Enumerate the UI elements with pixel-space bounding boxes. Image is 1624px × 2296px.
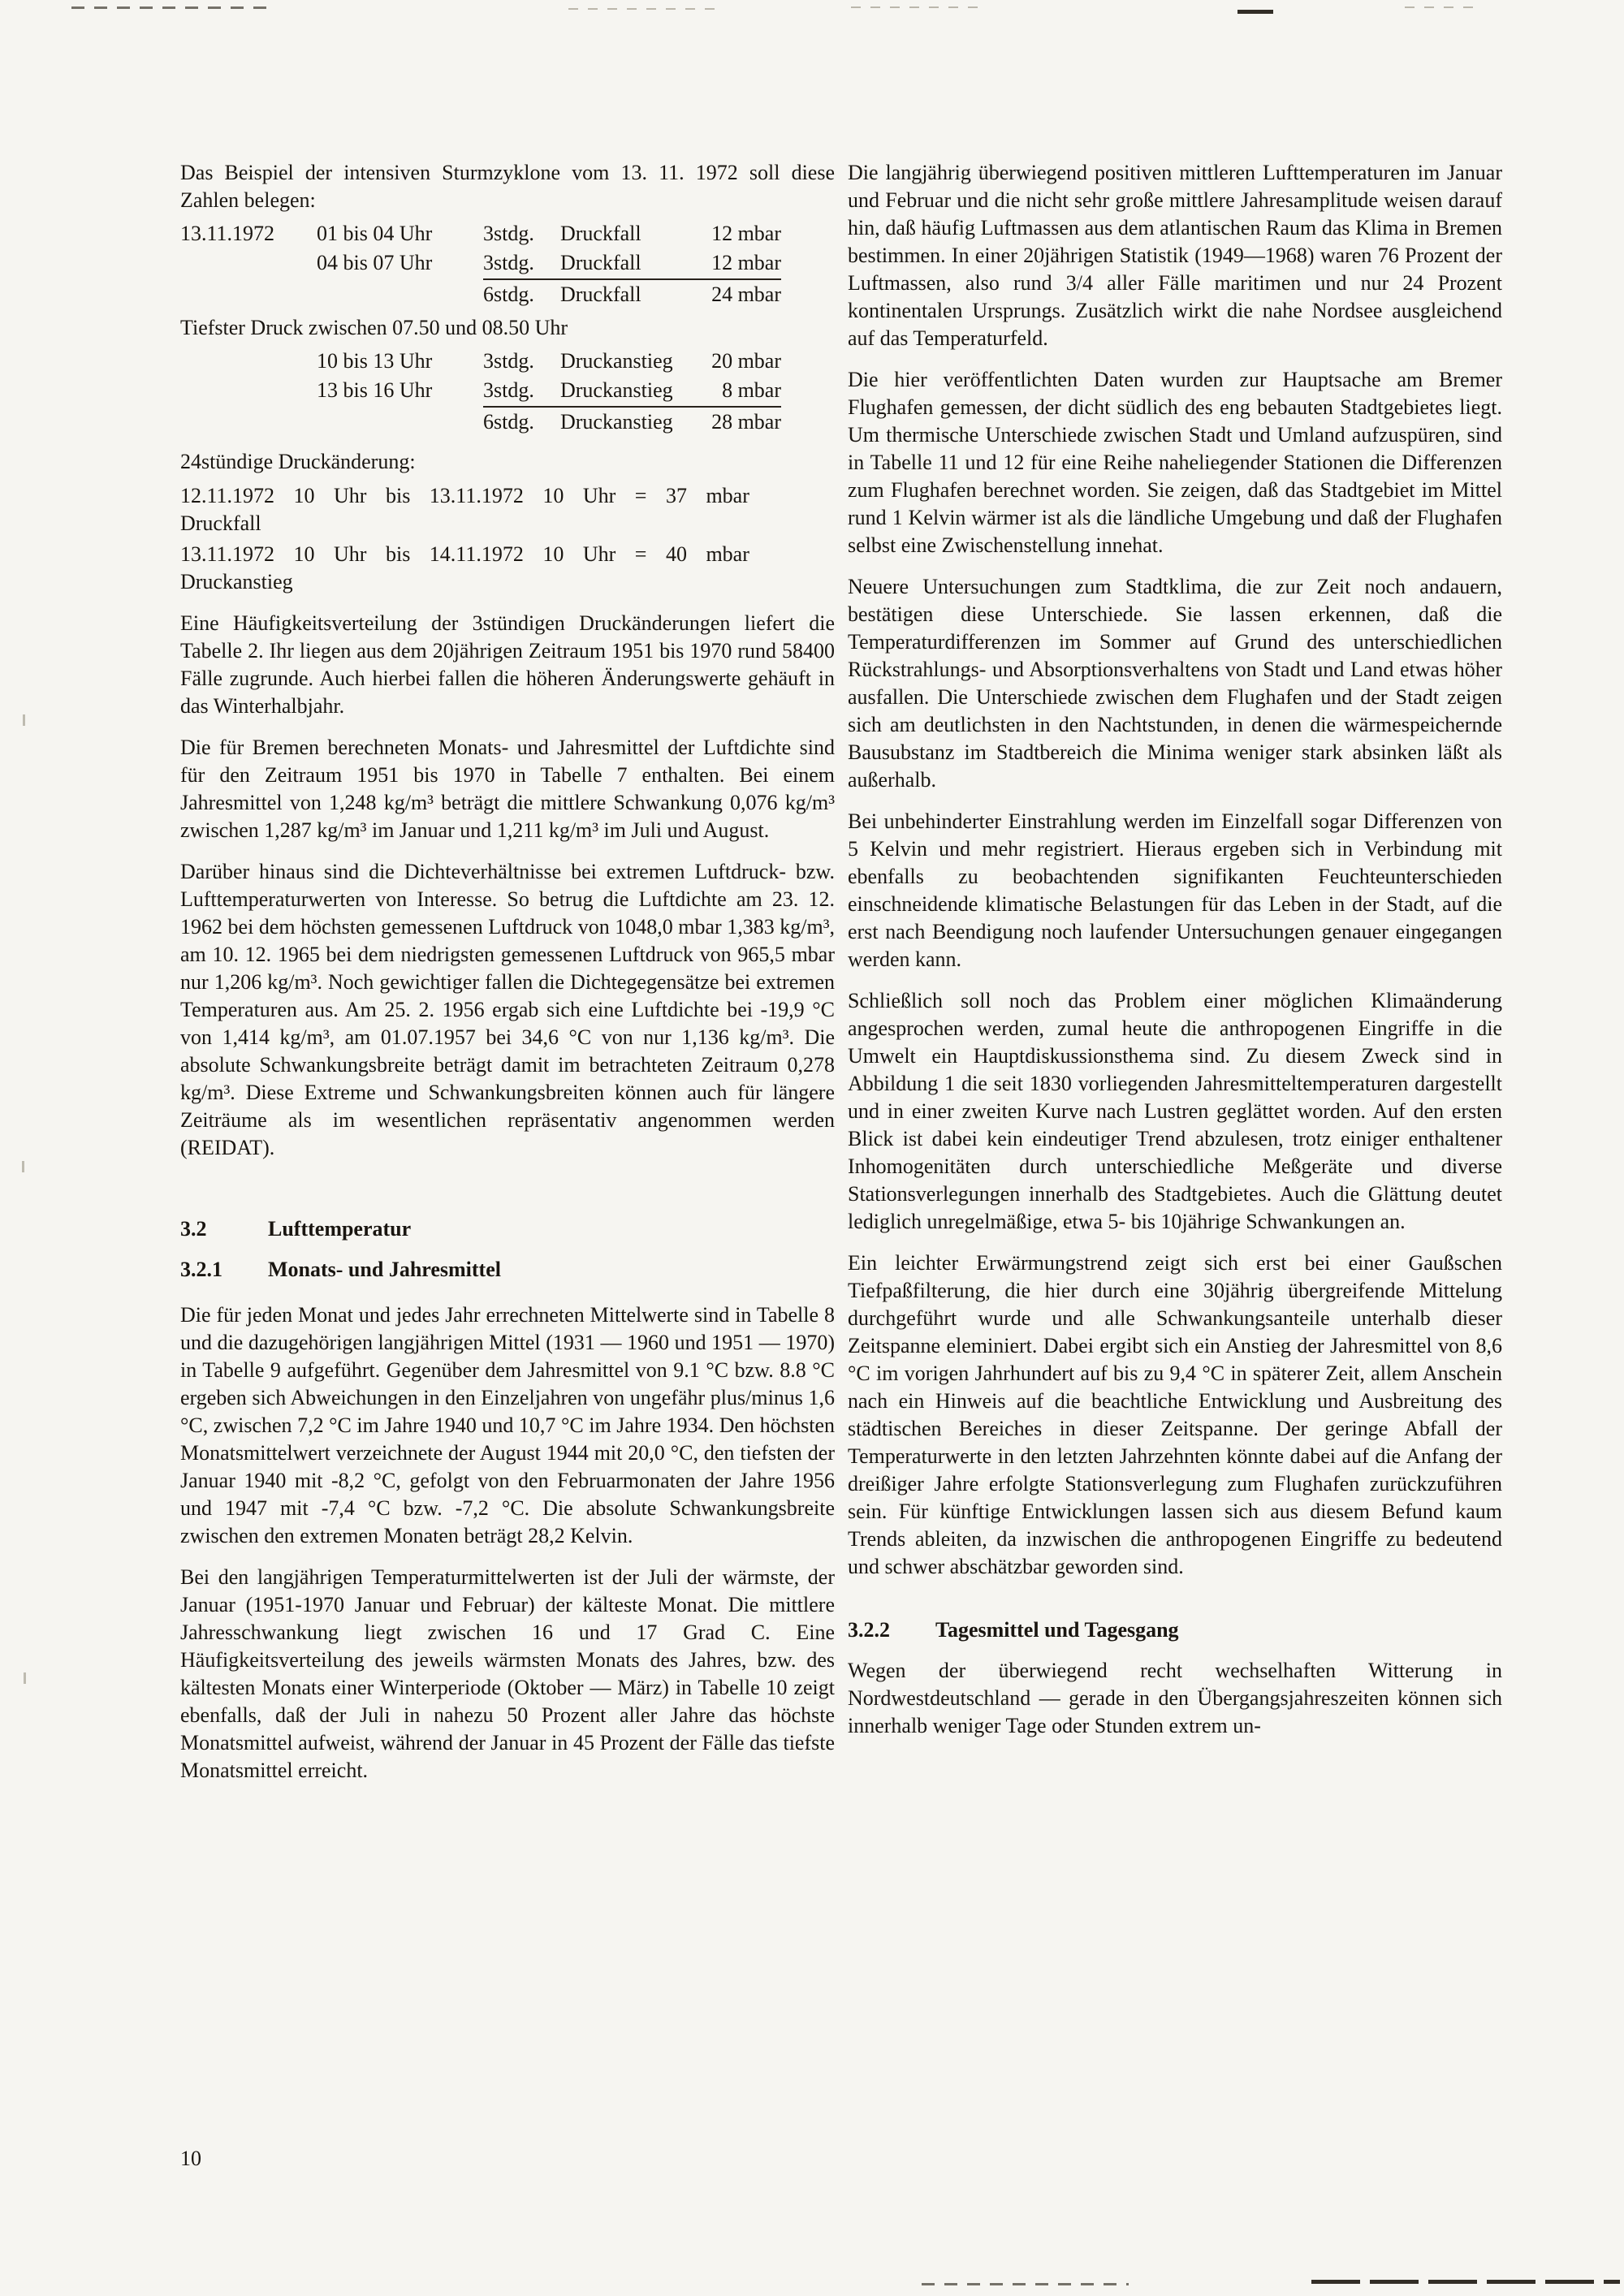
table-row [180,376,835,408]
intro-paragraph: Das Beispiel der intensiven Sturmzyklone vom 13. 11. 1972 soll diese Zahlen belegen: [180,161,835,212]
right-column [848,159,1502,1754]
cell-time [317,280,483,309]
scan-artifact-top-right-2 [1237,10,1273,14]
cell-kind: Druckfall [560,248,708,280]
paragraph: Bei den langjährigen Temperaturmittelwerten ist der Juli der wärmste, der Januar (1951-1970 Januar und Februar) der kälteste Monat. Die mittlere Jahresschwankung liegt zwischen 16 und 17 Grad C. Eine Häufigkeitsverteilung des jeweils wärmsten Monats des Jahres, bzw. des kältesten Monats einer Winterperiode (Oktober — März) in Tabelle 10 zeigt ebenfalls, daß der Juli in nahezu 50 Prozent aller Jahre das höchste Monatsmittel aufweist, während der Januar in 45 Prozent der Fälle das tiefste Monatsmittel erreicht. [180,1565,835,1782]
paragraph: Die hier veröffentlichten Daten wurden zur Hauptsache am Bremer Flughafen gemessen, der dicht südlich des eng bebauten Stadtgebietes liegt. Um thermische Unterschiede zwischen Stadt und Umland aufzuspüren, sind in Tabelle 11 und 12 für eine Reihe naheliegender Stationen die Differenzen zum Flughafen berechnet worden. Sie zeigen, daß das Stadtgebiet im Mittel rund 1 Kelvin wärmer ist als die ländliche Umgebung und daß der Flughafen selbst eine Zwischenstellung innehat. [848,368,1502,557]
cell-value: 24 mbar [711,283,781,306]
paragraph: Die für jeden Monat und jedes Jahr errechneten Mittelwerte sind in Tabelle 8 und die dazugehörigen langjährigen Mittel (1931 — 1960 und 1951 — 1970) in Tabelle 9 aufgeführt. Gegenüber dem Jahresmittel von 9.1 °C bzw. 8.8 °C ergeben sich Abweichungen in den Einzeljahren von ungefähr plus/minus 1,6 °C, zwischen 7,2 °C im Jahre 1940 und 10,7 °C im Jahre 1934. Den höchsten Monatsmittelwert verzeichnete der August 1944 mit 20,0 °C, den tiefsten der Januar 1940 mit -8,2 °C, gefolgt von den Februarmonaten der Jahre 1956 und 1947 mit -7,4 °C bzw. -7,2 °C. Die absolute Schwankungsbreite zwischen den extremen Monaten beträgt 28,2 Kelvin. [180,1303,835,1547]
subsection-heading [848,1616,1502,1644]
table-row [180,248,835,280]
left-column [180,159,835,1798]
cell-date [180,347,317,376]
cell-time: 13 bis 16 Uhr [317,378,433,402]
paragraph: Wegen der überwiegend recht wechselhaften Witterung in Nordwestdeutschland — gerade in den Übergangsjahreszeiten können sich innerhalb weniger Tage oder Stunden extrem un- [848,1659,1502,1737]
section-heading [180,1215,835,1243]
cell-kind: Druckanstieg [560,410,673,434]
table-row [180,219,835,248]
cell-value: 28 mbar [711,410,781,434]
paragraph: Bei unbehinderter Einstrahlung werden im Einzelfall sogar Differenzen von 5 Kelvin und mehr registriert. Hieraus ergeben sich in Verbindung mit ebenfalls zu beobachtenden signifikanten Feuchteunterschieden einschneidende klimatische Belastungen für das Leben in der Stadt, auf die erst nach Beendigung noch laufender Untersuchungen genauer eingegangen werden kann. [848,809,1502,971]
page-number: 10 [180,2147,201,2170]
paragraph: Darüber hinaus sind die Dichteverhältnisse bei extremen Luftdruck- bzw. Lufttemperaturwerten von Interesse. So betrug die Luftdichte am 23. 12. 1962 bei dem höchsten gemessenen Luftdruck von 1048,0 mbar 1,383 kg/m³, am 10. 12. 1965 bei dem niedrigsten gemessenen Luftdruck von 965,5 mbar nur 1,206 kg/m³. Noch gewichtiger fallen die Dichtegegensätze bei extremen Temperaturen aus. Am 25. 2. 1956 ergab sich eine Luftdichte bei -19,9 °C von 1,414 kg/m³, am 01.07.1957 bei 34,6 °C von nur 1,136 kg/m³. Die absolute Schwankungsbreite beträgt damit im betrachteten Zeitraum 0,278 kg/m³. Diese Extreme und Schwankungsbreiten können auch für längere Zeiträume als im wesentlichen repräsentativ angenommen werden (REIDAT). [180,860,835,1159]
scan-artifact-bottom-mid [922,2283,1129,2285]
section-title: Lufttemperatur [268,1217,412,1241]
section-number: 3.2 [180,1217,207,1241]
cell-value: 8 mbar [708,376,781,408]
cell-interval: 3stdg. [483,248,560,280]
table-row [180,280,835,309]
subsection-title: Monats- und Jahresmittel [268,1258,501,1281]
cell-value: 12 mbar [708,248,781,280]
subsection-number: 3.2.1 [180,1258,222,1281]
paragraph: Die für Bremen berechneten Monats- und Jahresmittel der Luftdichte sind für den Zeitraum 1951 bis 1970 in Tabelle 7 enthalten. Bei einem Jahresmittel von 1,248 kg/m³ beträgt die mittlere Schwankung 0,076 kg/m³ zwischen 1,287 kg/m³ im Januar und 1,211 kg/m³ im Juli und August. [180,736,835,842]
scan-artifact-bottom-right [1311,2280,1620,2284]
cell-time: 04 bis 07 Uhr [317,251,433,274]
cell-interval: 3stdg. [483,349,534,373]
subsection-number: 3.2.2 [848,1618,890,1642]
pressure-change-label: Druckanstieg [180,570,293,593]
cell-time: 01 bis 04 Uhr [317,222,433,245]
paragraph: Die langjährig überwiegend positiven mittleren Lufttemperaturen im Januar und Februar und die nicht sehr große mittlere Jahresamplitude weisen darauf hin, daß häufig Luftmassen aus dem atlantischen Raum das Klima in Bremen bestimmen. In einer 20jährigen Statistik (1949—1968) waren 76 Prozent der Luftmassen, also rund 3/4 aller Fälle maritimen und nur 24 Prozent kontinentalen Ursprungs. Zusätzlich wirkt die nahe Nordsee ausgleichend auf das Temperaturfeld. [848,161,1502,350]
cell-interval: 3stdg. [483,222,534,245]
cell-time: 10 bis 13 Uhr [317,349,433,373]
paragraph: Ein leichter Erwärmungstrend zeigt sich erst bei einer Gaußschen Tiefpaßfilterung, die hier durch eine 30jährig übergreifende Mittelung durchgeführt wurde und alle Schwankungsanteile unterhalb dieser Zeitspanne eleminiert. Dabei ergibt sich ein Anstieg der Jahresmittel von 8,6 °C im vorigen Jahrhundert auf bis zu 9,4 °C in späterer Zeit, allem Anschein nach ein Hinweis auf die beachtliche Entwicklung und Ausbreitung des städtischen Bereiches in dieser Zeitspanne. Der geringe Abfall der Temperaturwerte in den letzten Jahrzehnten könnte dabei auf die Anfang der dreißiger Jahre erfolgte Stationsverlegung zum Flughafen zurückzuführen sein. Für künftige Entwicklungen lassen sich aus diesem Befund kaum Trends ableiten, da inzwischen die anthropogenen Eingriffe zu bedeutend und schwer abschätzbar geworden sind. [848,1251,1502,1578]
subsection-title: Tagesmittel und Tagesgang [935,1618,1179,1642]
subsection-heading [180,1256,835,1284]
cell-date [180,248,317,280]
paragraph: Schließlich soll noch das Problem einer möglichen Klimaänderung angesprochen werden, zumal heute die anthropogenen Eingriffe in die Umwelt ein Hauptdiskussionsthema sind. Zu diesem Zweck sind in Abbildung 1 die seit 1830 vorliegenden Jahresmitteltemperaturen dargestellt und in einer zweiten Kurve nach Lustren geglättet worden. Auf den ersten Blick ist dabei kein eindeutiger Trend abzulesen, trotz einiger enthaltener Inhomogenitäten durch unterschiedliche Meßgeräte und diverse Stationsverlegungen innerhalb des Stadtgebietes. Auch die Glättung deutet lediglich unregelmäßige, etwa 5- bis 10jährige Schwankungen an. [848,989,1502,1233]
pressure-change-line: 12.11.1972 10 Uhr bis 13.11.1972 10 Uhr = 37 mbar [180,484,749,507]
cell-kind: Druckfall [560,222,641,245]
scan-artifact-top-right-3 [1405,6,1478,8]
cell-interval: 6stdg. [483,283,534,306]
cell-date [180,408,317,437]
cell-value: 12 mbar [711,222,781,245]
table-row [180,408,835,437]
change-24h-heading: 24stündige Druckänderung: [180,450,416,473]
cell-value: 20 mbar [711,349,781,373]
cell-kind: Druckanstieg [560,349,673,373]
pressure-change-table [180,219,835,596]
scan-speck-3 [24,1672,26,1684]
lowest-pressure-note: Tiefster Druck zwischen 07.50 und 08.50 Uhr [180,316,568,339]
paragraph: Neuere Untersuchungen zum Stadtklima, die zur Zeit noch andauern, bestätigen diese Unterschiede. Sie lassen erkennen, daß die Temperaturdifferenzen im Sommer auf Grund des unterschiedlichen Rückstrahlungs- und Absorptionsverhaltens von Stadt und Land etwas höher ausfallen. Die Unterschiede zwischen dem Flughafen und der Stadt zeigen sich am deutlichsten in den Nachtstunden, in denen die wärmespeichernde Bausubstanz im Stadtbereich die Minima weniger stark absinken läßt als außerhalb. [848,575,1502,792]
scan-artifact-top-mid [568,8,723,10]
scan-artifact-top-left [71,6,274,9]
cell-date [180,376,317,408]
scan-artifact-top-right-1 [851,6,981,8]
pressure-change-label: Druckfall [180,511,261,535]
cell-date: 13.11.1972 [180,222,275,245]
pressure-change-entry [180,541,835,596]
pressure-change-entry [180,482,835,537]
cell-interval: 3stdg. [483,376,560,408]
cell-time [317,408,483,437]
cell-kind: Druckanstieg [560,376,708,408]
cell-kind: Druckfall [560,283,641,306]
cell-interval: 6stdg. [483,410,534,434]
pressure-change-line: 13.11.1972 10 Uhr bis 14.11.1972 10 Uhr = 40 mbar [180,542,749,566]
cell-date [180,280,317,309]
scan-speck-1 [23,714,25,726]
paragraph: Eine Häufigkeitsverteilung der 3stündigen Druckänderungen liefert die Tabelle 2. Ihr liegen aus dem 20jährigen Zeitraum 1951 bis 1970 rund 58400 Fälle zugrunde. Auch hierbei fallen die höheren Änderungswerte gehäuft in das Winterhalbjahr. [180,611,835,718]
table-row [180,347,835,376]
scan-speck-2 [22,1161,24,1172]
